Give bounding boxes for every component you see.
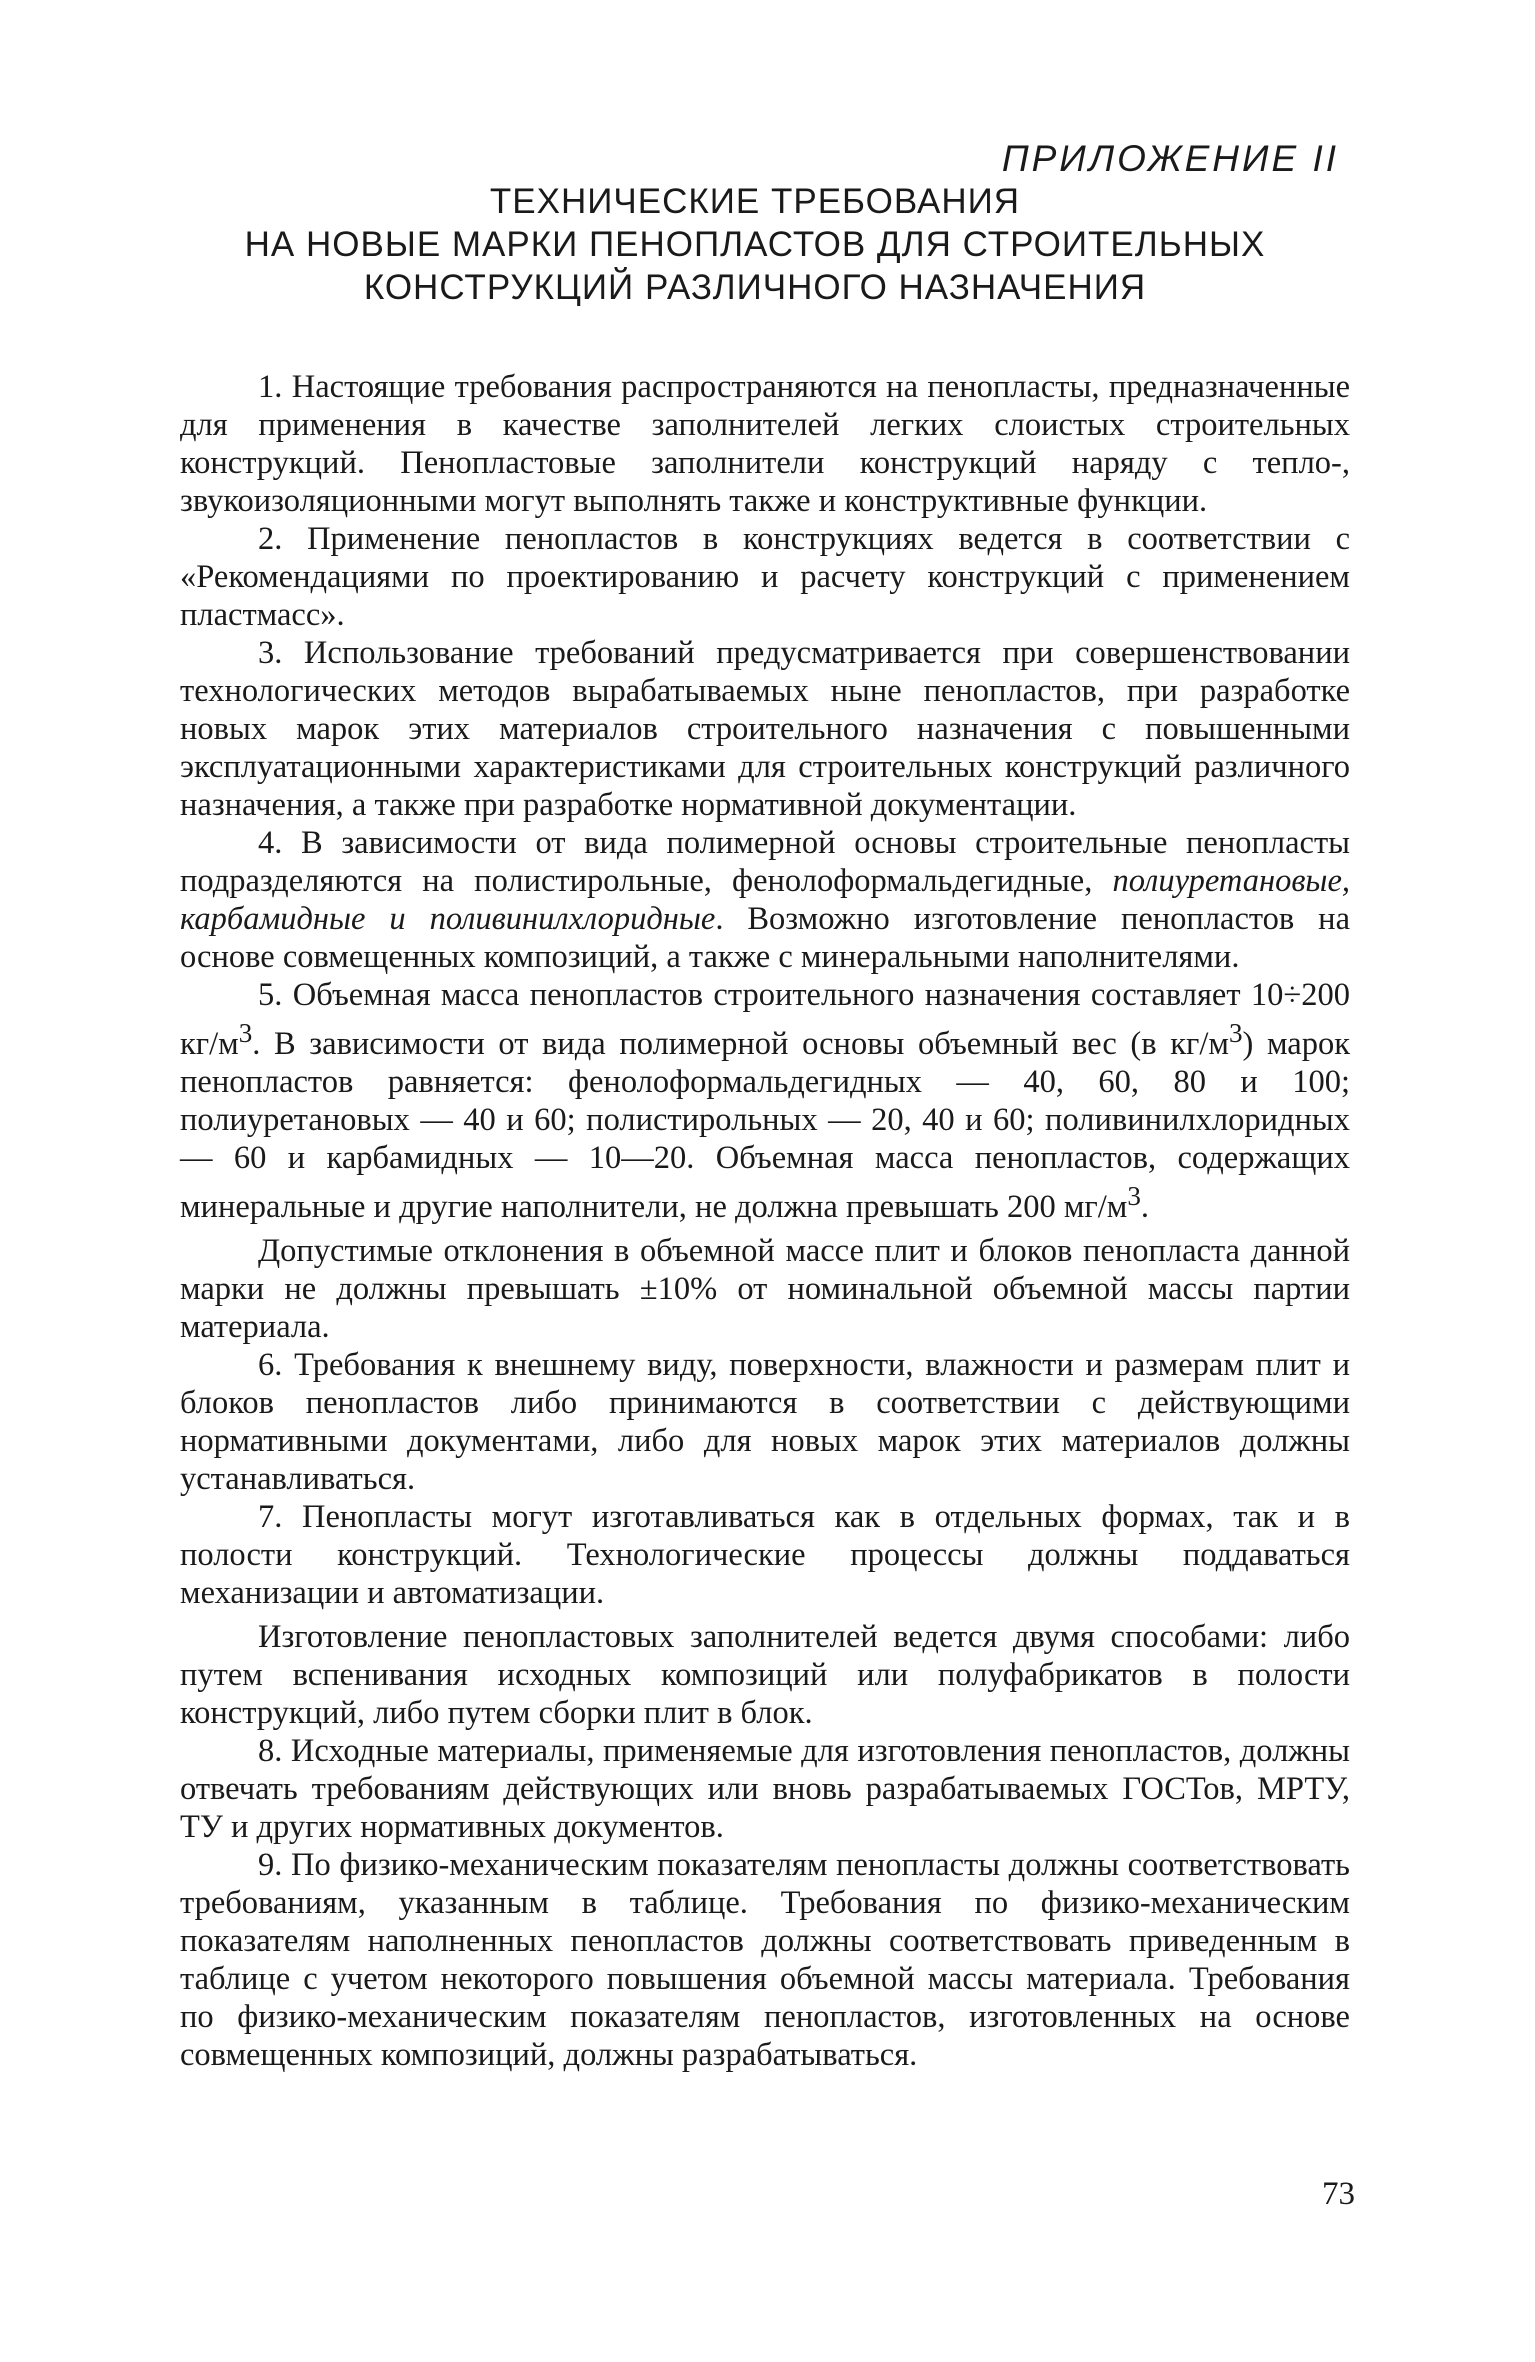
- paragraph-1: 1. Настоящие требования распространяются на пенопласты, предназначенные для применения в качестве заполнителей легких слоистых строительных конструкций. Пенопластовые заполнители конструкций наряду с тепло-, звукоизоляционными могут выполнять также и конструктивные функции.: [180, 369, 1350, 519]
- paragraph-5b: Допустимые отклонения в объемной массе плит и блоков пенопласта данной марки не должны превышать ±10% от номинальной объемной массы партии материала.: [180, 1232, 1350, 1345]
- title-line-1: ТЕХНИЧЕСКИЕ ТРЕБОВАНИЯ: [489, 182, 1021, 221]
- paragraph-7b: Изготовление пенопластовых заполнителей ведется двумя способами: либо путем вспенивания исходных композиций или полуфабрикатов в полости конструкций, либо путем сборки плит в блок.: [180, 1618, 1350, 1731]
- p4-italic-polyurethane: полиуретановые: [1112, 863, 1342, 899]
- paragraph-5: [180, 976, 1350, 1226]
- paragraph-7: 7. Пенопласты могут изготавливаться как в отдельных формах, так и в полости конструкций. Технологические процессы должны поддаваться механизации и автоматизации.: [180, 1498, 1350, 1611]
- paragraph-8: 8. Исходные материалы, применяемые для изготовления пенопластов, должны отвечать требованиям действующих или вновь разрабатываемых ГОСТов, МРТУ, ТУ и других нормативных документов.: [180, 1732, 1350, 1845]
- paragraph-6: 6. Требования к внешнему виду, поверхности, влажности и размерам плит и блоков пенопластов либо принимаются в соответствии с действующими нормативными документами, либо для новых марок этих материалов должны устанавливаться.: [180, 1346, 1350, 1497]
- p5-sup-1: 3: [238, 1018, 253, 1048]
- p4-text-c: , карбамидные и: [180, 863, 1350, 937]
- paragraph-9: 9. По физико-механическим показателям пенопласты должны соответствовать требованиям, указанным в таблице. Требования по физико-механическим показателям наполненных пенопластов должны соответствовать приведенным в таблице с учетом некоторого повышения объемной массы материала. Требования по физико-механическим показателям пенопластов, изготовленных на основе совмещенных композиций, должны разрабатываться.: [180, 1846, 1350, 2073]
- p4-text-a: 4. В зависимости от вида полимерной основы строительные пенопласты подразделяются на полистирольные, фенолоформальдегидные,: [180, 825, 1350, 899]
- paragraph-2: 2. Применение пенопластов в конструкциях ведется в соответствии с «Рекомендациями по проектированию и расчету конструкций с применением пластмасс».: [180, 521, 1350, 633]
- p4-italic-pvc: поливинилхлоридные: [429, 901, 716, 937]
- p5-text-c: ) марок пенопластов равняется: фенолоформальдегидных — 40, 60, 80 и 100; полиуретановых — 40 и 60; полистирольных — 20, 40 и 60; поливинилхлоридных — 60 и карбамидных — 10—20. Объемная масса пенопластов, содержащих минеральные и другие наполнители, не должна превышать 200 мг/м: [180, 1025, 1350, 1225]
- p5-sup-2: 3: [1228, 1018, 1243, 1048]
- p5-sup-3: 3: [1127, 1180, 1141, 1211]
- paragraph-3: 3. Использование требований предусматривается при совершенствовании технологических методов вырабатываемых ныне пенопластов, при разработке новых марок этих материалов строительного назначения с повышенными эксплуатационными характеристиками для строительных конструкций различного назначения, а также при разработке нормативной документации.: [180, 635, 1350, 823]
- title-line-2: НА НОВЫЕ МАРКИ ПЕНОПЛАСТОВ ДЛЯ СТРОИТЕЛЬНЫХ: [244, 225, 1266, 264]
- paragraph-4: [180, 824, 1350, 976]
- section-title: [160, 180, 1350, 309]
- page-number: 73: [1322, 2176, 1355, 2212]
- body-text: [180, 368, 1350, 2074]
- appendix-label: ПРИЛОЖЕНИЕ II: [1001, 138, 1339, 179]
- p5-text-b: . В зависимости от вида полимерной основы объемный вес (в кг/м: [252, 1025, 1229, 1062]
- p4-text-e: . Возможно изготовление пенопластов на основе совмещенных композиций, а также с минеральными наполнителями.: [180, 901, 1350, 975]
- title-line-3: КОНСТРУКЦИЙ РАЗЛИЧНОГО НАЗНАЧЕНИЯ: [363, 268, 1147, 307]
- p5-text-d: .: [1140, 1188, 1150, 1225]
- p5-text-a: 5. Объемная масса пенопластов строительного назначения составляет 10÷200 кг/м: [180, 977, 1350, 1062]
